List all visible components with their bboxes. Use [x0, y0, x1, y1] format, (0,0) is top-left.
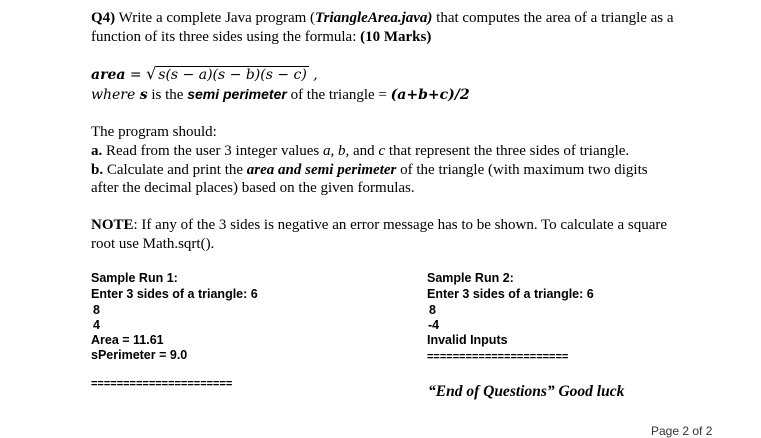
- note-line-1: [91, 217, 667, 234]
- page-number: Page 2 of 2: [651, 424, 713, 438]
- question-line-2: [91, 29, 431, 46]
- requirement-b-post: of the triangle (with maximum two digits: [396, 162, 648, 178]
- question-text-pre: Write a complete Java program (: [115, 10, 316, 26]
- run1-title: Sample Run 1:: [91, 271, 178, 285]
- requirement-a-vars: a, b,: [323, 143, 350, 159]
- run2-result: Invalid Inputs: [427, 333, 508, 347]
- question-line-2-text: function of its three sides using the formula:: [91, 29, 361, 45]
- semi-perimeter-formula: (a+b+c)/2: [390, 87, 470, 103]
- radicand: s(s − a)(s − b)(s − c): [158, 67, 307, 83]
- sqrt-expression: [146, 64, 309, 83]
- requirement-b: [91, 162, 648, 179]
- formula-tail: ,: [308, 67, 318, 83]
- run2-value-3: -4: [428, 318, 440, 332]
- requirement-b-pre: Calculate and print the: [103, 162, 247, 178]
- requirement-a-and: and: [349, 143, 379, 159]
- note-label: NOTE: [91, 217, 134, 233]
- requirement-a-post: that represent the three sides of triangle.: [385, 143, 630, 159]
- requirement-a: [91, 143, 629, 160]
- run2-title: Sample Run 2:: [427, 271, 514, 285]
- question-text-post: that computes the area of a triangle as a: [432, 10, 674, 26]
- run1-value-2: 8: [93, 303, 100, 317]
- run2-prompt: Enter 3 sides of a triangle: 6: [427, 287, 594, 301]
- run2-value-2: 8: [429, 303, 436, 317]
- requirement-a-c: c: [378, 143, 386, 159]
- s-variable: s: [139, 87, 148, 103]
- requirement-b-line-2: after the decimal places) based on the given formulas.: [91, 180, 415, 196]
- semi-perimeter-line: [91, 86, 470, 104]
- run1-rule: ======================: [91, 378, 233, 390]
- is-the-text: is the: [147, 87, 188, 103]
- run2-rule: ======================: [427, 351, 569, 363]
- run1-perimeter: sPerimeter = 9.0: [91, 348, 188, 362]
- note-line-2: root use Math.sqrt().: [91, 236, 215, 252]
- radical-sign: √: [146, 64, 157, 83]
- area-formula: [91, 64, 318, 83]
- run1-area: Area = 11.61: [91, 333, 164, 347]
- semi-perimeter-term: semi perimeter: [187, 86, 287, 102]
- requirement-b-emphasis: area and semi perimeter: [246, 162, 397, 178]
- where-label: where: [91, 87, 136, 103]
- closing-text: “End of Questions” Good luck: [428, 383, 625, 400]
- equals-sign: =: [125, 67, 147, 83]
- of-triangle-text: of the triangle =: [286, 87, 391, 103]
- requirement-a-pre: Read from the user 3 integer values: [102, 143, 324, 159]
- question-line-1: [91, 10, 674, 27]
- requirement-b-label: b.: [91, 162, 104, 178]
- question-number: Q4): [91, 10, 116, 26]
- should-heading: The program should:: [91, 124, 217, 140]
- requirement-a-label: a.: [91, 143, 103, 159]
- run1-value-3: 4: [93, 318, 100, 332]
- area-label: area: [91, 67, 126, 83]
- program-file-name: TriangleArea.java): [315, 10, 433, 26]
- run1-prompt: Enter 3 sides of a triangle: 6: [91, 287, 258, 301]
- marks-label: (10 Marks): [360, 29, 432, 45]
- note-text-1: : If any of the 3 sides is negative an error message has to be shown. To calculate a square: [133, 217, 668, 233]
